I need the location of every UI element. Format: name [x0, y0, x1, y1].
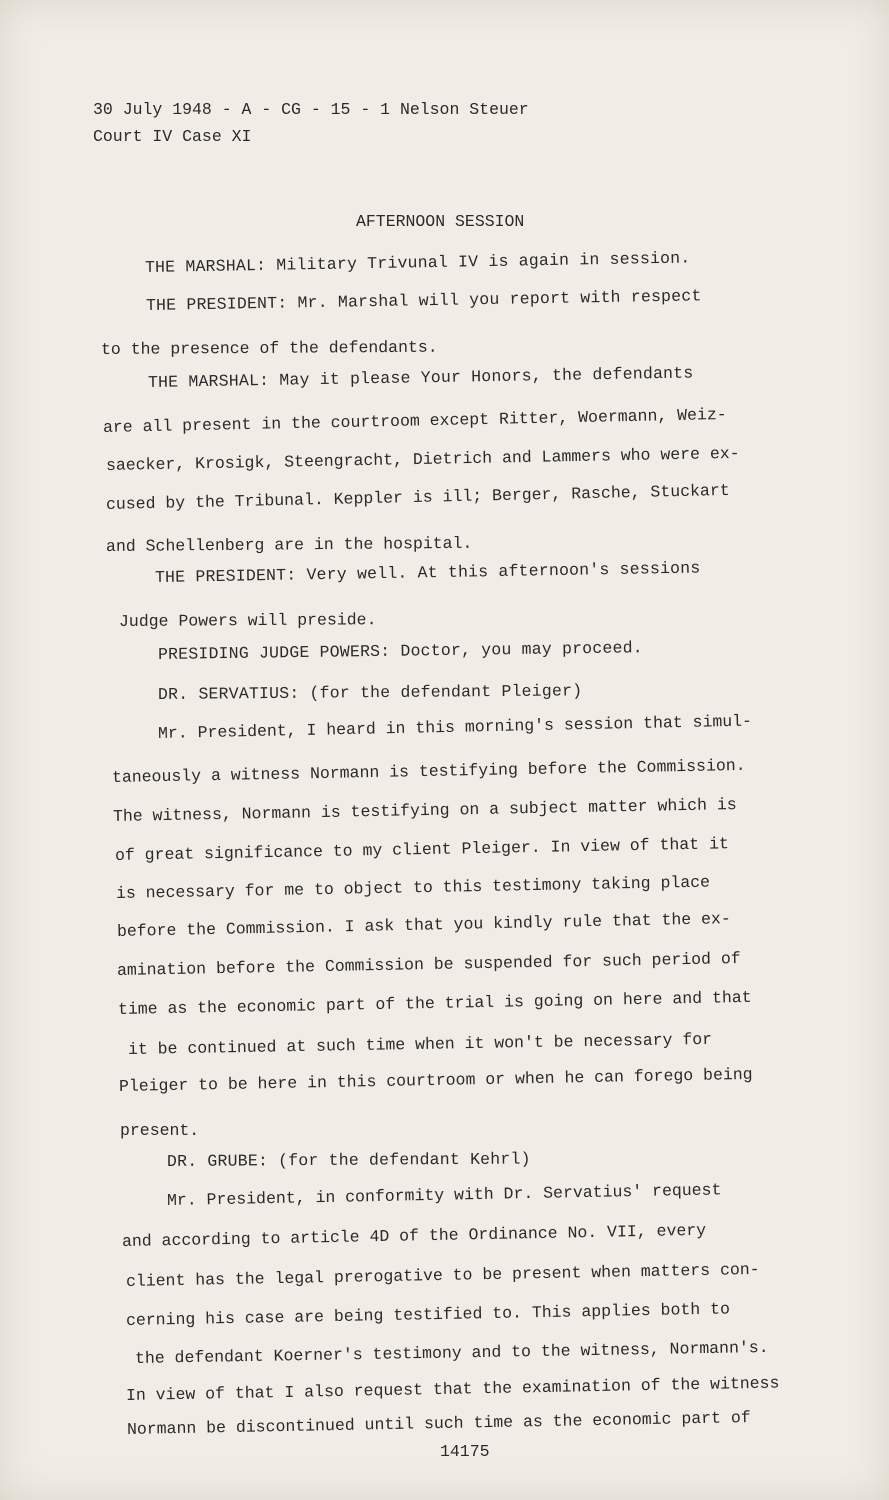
transcript-line: and Schellenberg are in the hospital. — [105, 533, 473, 556]
transcript-line: Mr. President, I heard in this morning's session that simul- — [157, 711, 753, 743]
page-number: 14175 — [440, 1442, 490, 1461]
transcript-line: client has the legal prerogative to be present when matters con- — [125, 1259, 760, 1291]
transcript-line: the defendant Koerner's testimony and to the witness, Normann's. — [134, 1337, 769, 1368]
transcript-line: cerning his case are being testified to. This applies both to — [125, 1299, 731, 1330]
transcript-line: amination before the Commission be suspended for such period of — [116, 949, 741, 980]
transcript-line: DR. GRUBE: (for the defendant Kehrl) — [166, 1149, 531, 1171]
transcript-line: present. — [120, 1121, 200, 1140]
transcript-line: Mr. President, in conformity with Dr. Servatius' request — [166, 1180, 722, 1210]
transcript-line: are all present in the courtroom except Ritter, Woermann, Weiz- — [102, 404, 727, 437]
transcript-line: it be continued at such time when it won't be necessary for — [127, 1029, 713, 1059]
header-line-2: Court IV Case XI — [93, 127, 252, 146]
transcript-line: and according to article 4D of the Ordinance No. VII, every — [121, 1220, 707, 1251]
transcript-line: before the Commission. I ask that you kindly rule that the ex- — [116, 909, 731, 941]
transcript-line: of great significance to my client Pleiger. In view of that it — [114, 834, 729, 865]
transcript-line: cused by the Tribunal. Keppler is ill; Berger, Rasche, Stuckart — [105, 480, 730, 514]
transcript-line: saecker, Krosigk, Steengracht, Dietrich and Lammers who were ex- — [105, 443, 740, 475]
transcript-line: THE MARSHAL: Military Trivunal IV is again in session. — [144, 248, 691, 277]
transcript-line: to the presence of the defendants. — [100, 337, 438, 359]
transcript-line: Normann be discontinued until such time as the economic part of — [126, 1408, 751, 1439]
session-title: AFTERNOON SESSION — [356, 212, 525, 231]
transcript-line: THE MARSHAL: May it please Your Honors, the defendants — [147, 363, 694, 392]
transcript-line: THE PRESIDENT: Mr. Marshal will you report with respect — [145, 286, 702, 315]
transcript-line: Judge Powers will preside. — [118, 610, 377, 631]
transcript-line: time as the economic part of the trial is going on here and that — [117, 987, 752, 1019]
transcript-line: PRESIDING JUDGE POWERS: Doctor, you may proceed. — [157, 638, 643, 664]
header-line-1: 30 July 1948 - A - CG - 15 - 1 Nelson Steuer — [93, 100, 529, 119]
transcript-line: In view of that I also request that the examination of the witness — [125, 1373, 780, 1405]
transcript-line: THE PRESIDENT: Very well. At this afternoon's sessions — [154, 558, 701, 587]
transcript-line: taneously a witness Normann is testifying before the Commission. — [111, 755, 746, 787]
transcript-line: Pleiger to be here in this courtroom or when he can forego being — [118, 1064, 753, 1096]
transcript-line: is necessary for me to object to this testimony taking place — [115, 872, 711, 903]
transcript-line: The witness, Normann is testifying on a subject matter which is — [112, 795, 737, 826]
transcript-line: DR. SERVATIUS: (for the defendant Pleiger) — [157, 681, 583, 704]
